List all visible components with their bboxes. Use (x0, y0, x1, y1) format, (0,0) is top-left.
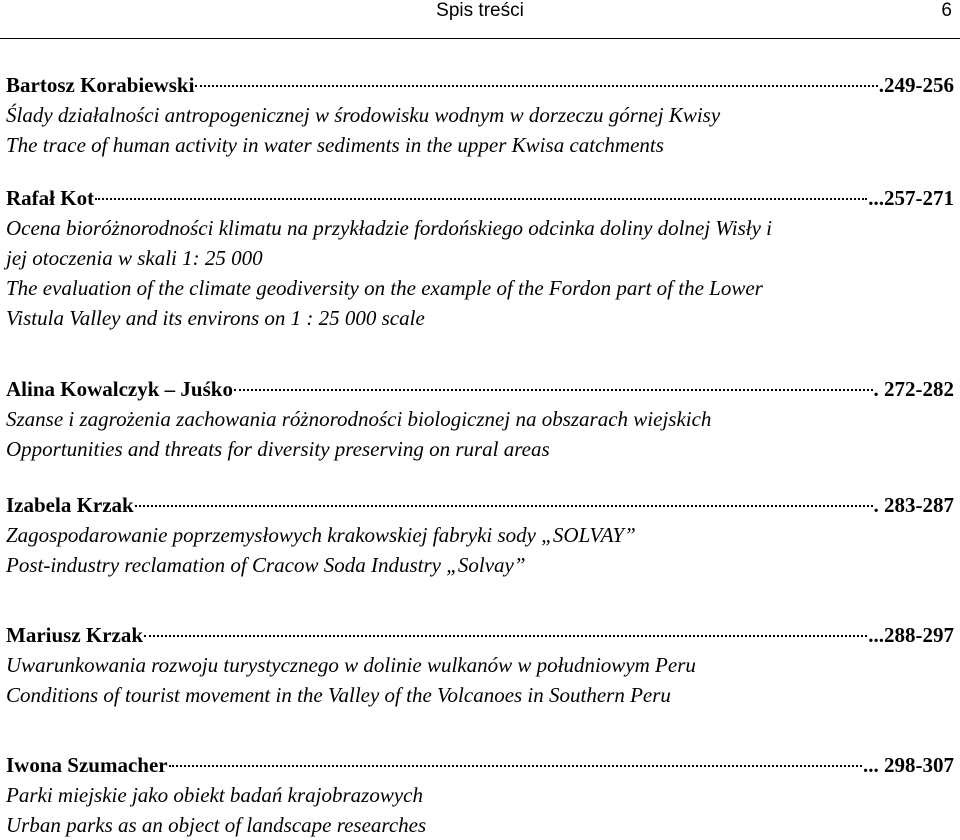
entry-heading[interactable] (6, 374, 954, 404)
entry-title-polish: Szanse i zagrożenia zachowania różnorodności biologicznej na obszarach wiejskich (6, 407, 712, 431)
dot-leader (144, 635, 867, 637)
entry-title-english: The evaluation of the climate geodiversity on the example of the Fordon part of the Lower (6, 276, 763, 300)
toc-entry (6, 374, 954, 464)
entry-title-english: Vistula Valley and its environs on 1 : 25 000 scale (6, 306, 425, 330)
entry-author: Rafał Kot (6, 186, 95, 210)
entry-pages: ... 298-307 (863, 753, 954, 777)
entry-title-polish: jej otoczenia w skali 1: 25 000 (6, 246, 263, 270)
entry-title-polish: Ocena bioróżnorodności klimatu na przykładzie fordońskiego odcinka doliny dolnej Wisły i (6, 216, 773, 240)
entry-title-english: Conditions of tourist movement in the Valley of the Volcanoes in Southern Peru (6, 683, 671, 707)
dot-leader (234, 389, 873, 391)
toc-entry (6, 70, 954, 160)
toc-entry (6, 750, 954, 840)
entry-title-english: Urban parks as an object of landscape researches (6, 813, 427, 837)
entry-author: Iwona Szumacher (6, 753, 168, 777)
toc-entry (6, 490, 954, 580)
entry-pages: . 272-282 (873, 377, 954, 401)
entry-title-english: The trace of human activity in water sediments in the upper Kwisa catchments (6, 133, 664, 157)
toc-entry (6, 183, 954, 333)
entry-pages: .249-256 (878, 73, 954, 97)
entry-title-polish: Zagospodarowanie poprzemysłowych krakowskiej fabryki sody „SOLVAY” (6, 523, 636, 547)
running-title: Spis treści (436, 0, 524, 21)
dot-leader (95, 198, 867, 200)
entry-author: Izabela Krzak (6, 493, 134, 517)
entry-title-english: Opportunities and threats for diversity preserving on rural areas (6, 437, 550, 461)
entry-title-english: Post-industry reclamation of Cracow Soda Industry „Solvay” (6, 553, 526, 577)
entry-title-polish: Ślady działalności antropogenicznej w środowisku wodnym w dorzeczu górnej Kwisy (6, 103, 721, 127)
entry-title-polish: Parki miejskie jako obiekt badań krajobrazowych (6, 783, 423, 807)
entry-pages: . 283-287 (873, 493, 954, 517)
entry-heading[interactable] (6, 70, 954, 100)
entry-author: Alina Kowalczyk – Juśko (6, 377, 233, 401)
page-number: 6 (941, 0, 952, 21)
dot-leader (135, 505, 873, 507)
toc-entry (6, 620, 954, 710)
dot-leader (169, 765, 862, 767)
entry-heading[interactable] (6, 183, 954, 213)
entry-heading[interactable] (6, 490, 954, 520)
page-header (0, 0, 960, 39)
entry-pages: ...257-271 (868, 186, 954, 210)
dot-leader (195, 85, 877, 87)
entry-author: Bartosz Korabiewski (6, 73, 195, 97)
entry-heading[interactable] (6, 620, 954, 650)
entry-pages: ...288-297 (868, 623, 954, 647)
entry-title-polish: Uwarunkowania rozwoju turystycznego w dolinie wulkanów w południowym Peru (6, 653, 696, 677)
entry-heading[interactable] (6, 750, 954, 780)
entry-author: Mariusz Krzak (6, 623, 144, 647)
